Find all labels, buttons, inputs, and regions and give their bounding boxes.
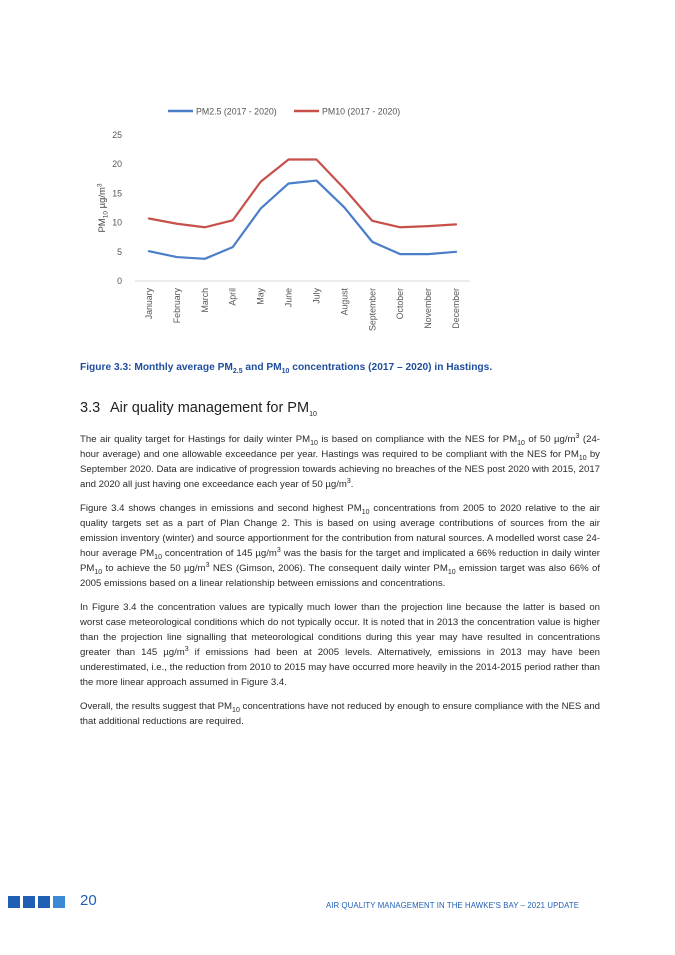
section-heading: 3.3 Air quality management for $PM_{10}$ [80, 400, 317, 418]
figure-caption: Figure 3.3: Monthly average $PM_{2.5}$ and $PM_{10}$ concentrations (2017 – 2020) in Hastings. [80, 362, 493, 376]
x-tick-label: September [367, 288, 378, 332]
legend-label-pm25: PM2.5 (2017 - 2020) [196, 106, 277, 117]
x-tick-label: March [199, 288, 210, 313]
running-header: AIR QUALITY MANAGEMENT IN THE HAWKE’S BAY – 2021 UPDATE [325, 901, 579, 910]
x-tick-label: June [283, 288, 294, 308]
paragraph-2: Figure 3.4 shows changes in emissions and second highest $PM_{10}$ concentrations from 2005 to 2020 relative to the air quality targets set as a part of Plan Change 2. This is based on using average contributions of sources from the air emission inventory (winter) and source apportionment for the contribution from natural sources. A modelled worst case 24-hour average $PM_{10}$ concentration of 145 $\mu g/m^3$ was the basis for the target and implicated a 66% reduction in daily winter $PM_{10}$ to achieve the 50 $\mu g/m^3$ NES (Gimson, 2006). The consequent daily winter $PM_{10}$ emission target was also 66% of 2005 emissions based on a linear relationship between emissions and concentrations. [80, 502, 601, 590]
x-tick-label: January [143, 288, 154, 320]
y-tick-label: 10 [112, 217, 122, 228]
paragraph-1: The air quality target for Hastings for daily winter $PM_{10}$ is based on compliance with the NES for $PM_{10}$ of 50 $\mu g/m^3$ (24-hour average) and one allowable exceedance per year. Hastings was required to be compliant with the NES for $PM_{10}$ by September 2020. Data are indicative of progression towards achieving no breaches of the NES post 2020 with 2015, 2017 and 2020 all just having one exceedance each year of 50 $\mu g/m^3$. [80, 432, 600, 491]
y-tick-label: 20 [112, 159, 122, 170]
footer-square [8, 896, 20, 908]
section-number: 3.3 [80, 400, 101, 416]
y-tick-label: 5 [117, 246, 122, 257]
page-number: 20 [80, 892, 97, 909]
body-text [80, 432, 600, 738]
x-tick-label: December [451, 288, 462, 329]
x-tick-label: April [227, 288, 238, 306]
paragraph-4: Overall, the results suggest that $PM_{10}$ concentrations have not reduced by enough to ensure compliance with the NES and that additional reductions are required. [80, 701, 601, 728]
footer-square [38, 896, 50, 908]
x-tick-label: November [423, 288, 434, 329]
section-title: Air quality management for PM [110, 400, 310, 416]
footer-square [53, 896, 65, 908]
footer-square [23, 896, 35, 908]
y-tick-label: 25 [112, 130, 122, 140]
x-tick-label: July [311, 288, 322, 304]
chart-series [149, 160, 456, 259]
paragraph-3: In Figure 3.4 the concentration values are typically much lower than the projection line because the latter is based on worst case meteorological conditions which do not typically occur. It is noted that in 2013 the concentration value is higher than the projection line signalling that meteorological conditions during this year may have resulted in concentrations greater than 145 $\mu g/m^3$ if emissions had been at 2005 levels. Alternatively, emissions in 2013 may have been underestimated, i.e., the reduction from 2010 to 2015 may have occurred more heavily in the 2014-2015 period rather than the more linear approach assumed in Figure 3.4. [80, 601, 601, 689]
y-tick-label: 15 [112, 188, 122, 199]
y-tick-label: 0 [117, 276, 122, 286]
chart-legend [168, 107, 400, 117]
x-tick-label: August [339, 288, 350, 316]
y-axis-ticks [112, 130, 122, 286]
series-line-pm25 [149, 181, 456, 259]
x-axis-ticks [144, 287, 461, 331]
legend-label-pm10: PM10 (2017 - 2020) [322, 106, 401, 117]
pm-monthly-line-chart [80, 95, 500, 355]
y-axis-label: $PM_{10}$ $\mu g/m^3$ [96, 183, 110, 233]
x-tick-label: October [395, 288, 406, 320]
x-tick-label: May [255, 288, 266, 305]
x-tick-label: February [171, 288, 182, 324]
footer-decoration [8, 896, 65, 908]
series-line-pm10 [149, 160, 456, 228]
